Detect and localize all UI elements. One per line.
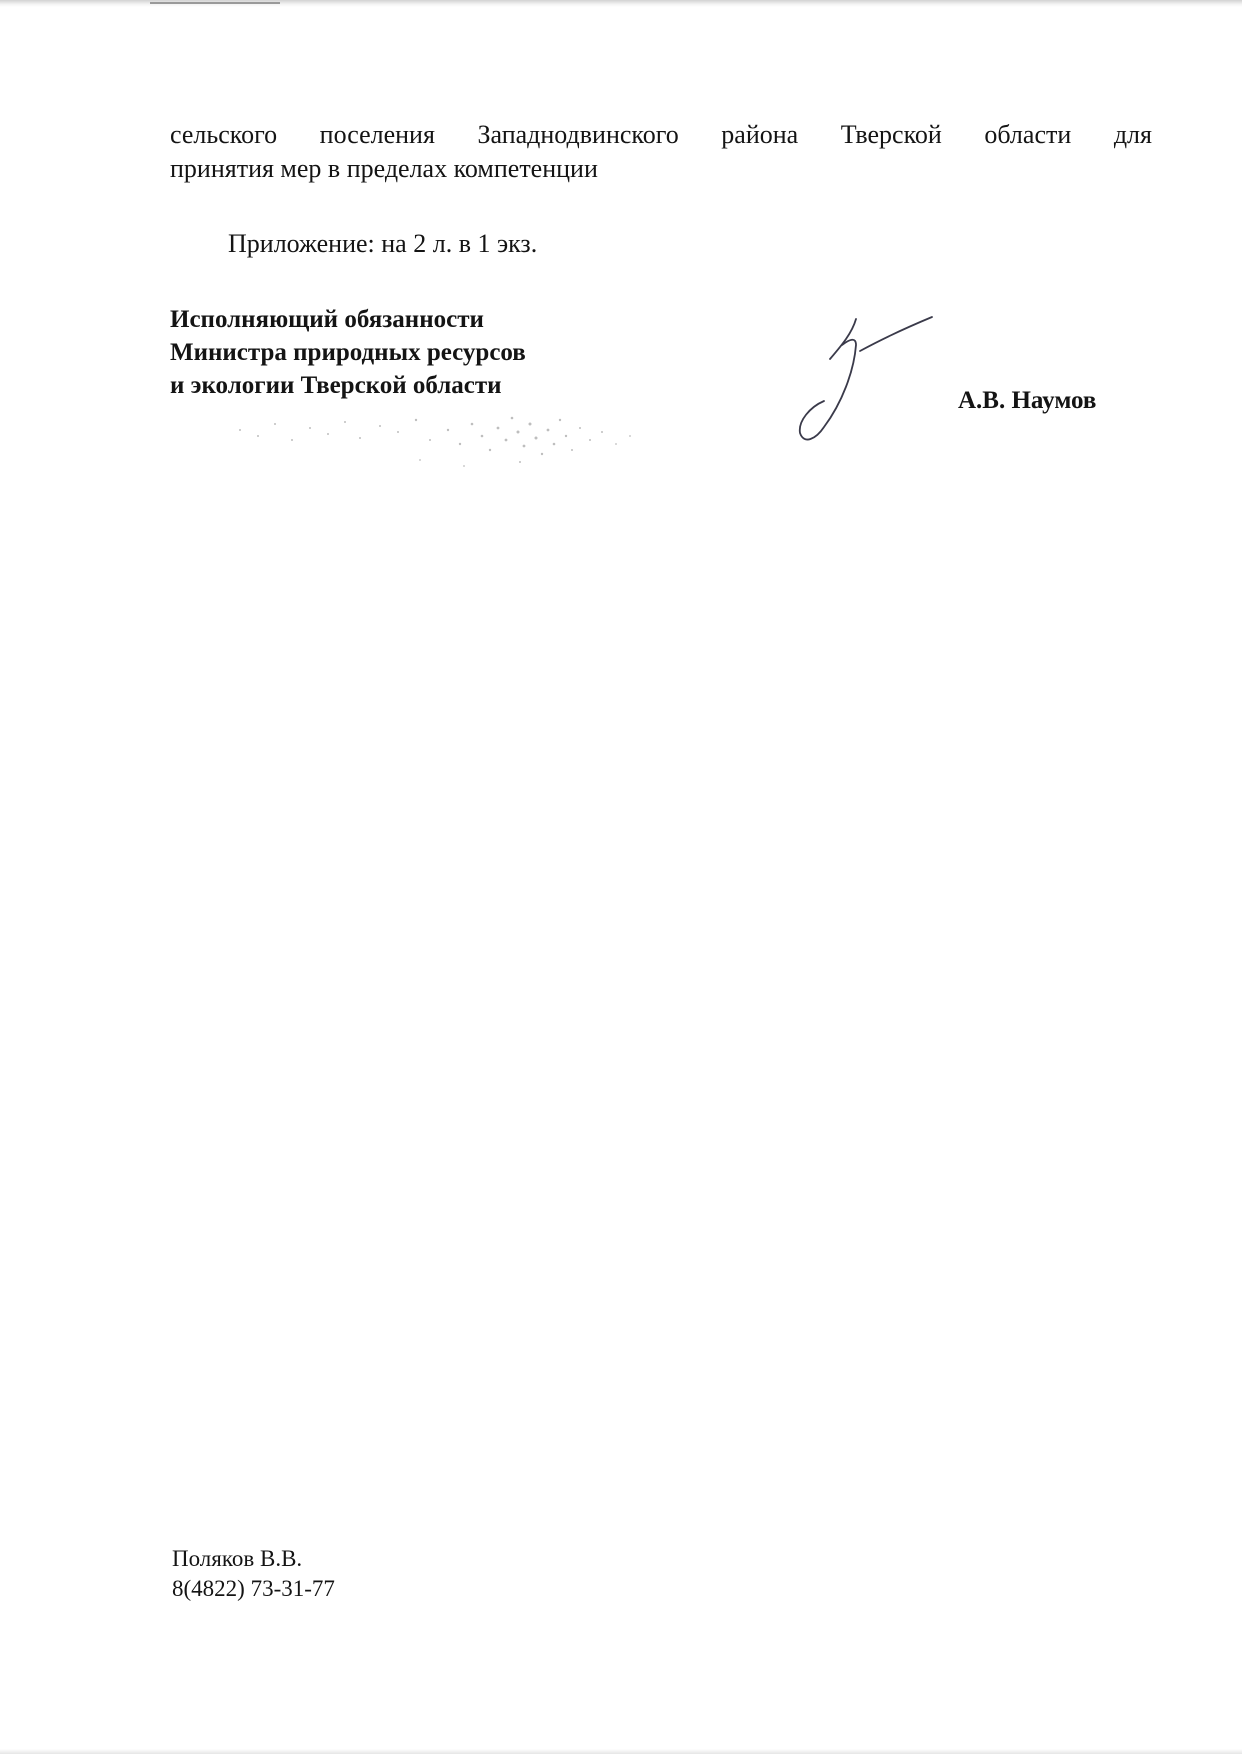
contact-block <box>172 1544 335 1604</box>
contact-name: Поляков В.В. <box>172 1546 303 1571</box>
body-line-2: принятия мер в пределах компетенции <box>170 154 598 183</box>
signatory-title-line-1: Исполняющий обязанности <box>170 306 484 333</box>
body-paragraph <box>170 118 1152 186</box>
contact-phone: 8(4822) 73-31-77 <box>172 1576 335 1601</box>
stamp-smudge <box>220 410 640 475</box>
body-line-1: сельского поселения Западнодвинского района Тверской области для <box>170 120 1152 149</box>
attachment-note: Приложение: на 2 л. в 1 экз. <box>228 229 538 258</box>
scan-bottom-edge <box>0 1749 1242 1754</box>
scan-shadow-mark <box>150 2 280 4</box>
signatory-title-line-3: и экологии Тверской области <box>170 372 502 399</box>
signer-name: А.В. Наумов <box>958 387 1097 414</box>
handwritten-signature <box>790 315 940 445</box>
signatory-title-line-2: Министра природных ресурсов <box>170 339 526 366</box>
signatory-block <box>170 303 526 402</box>
